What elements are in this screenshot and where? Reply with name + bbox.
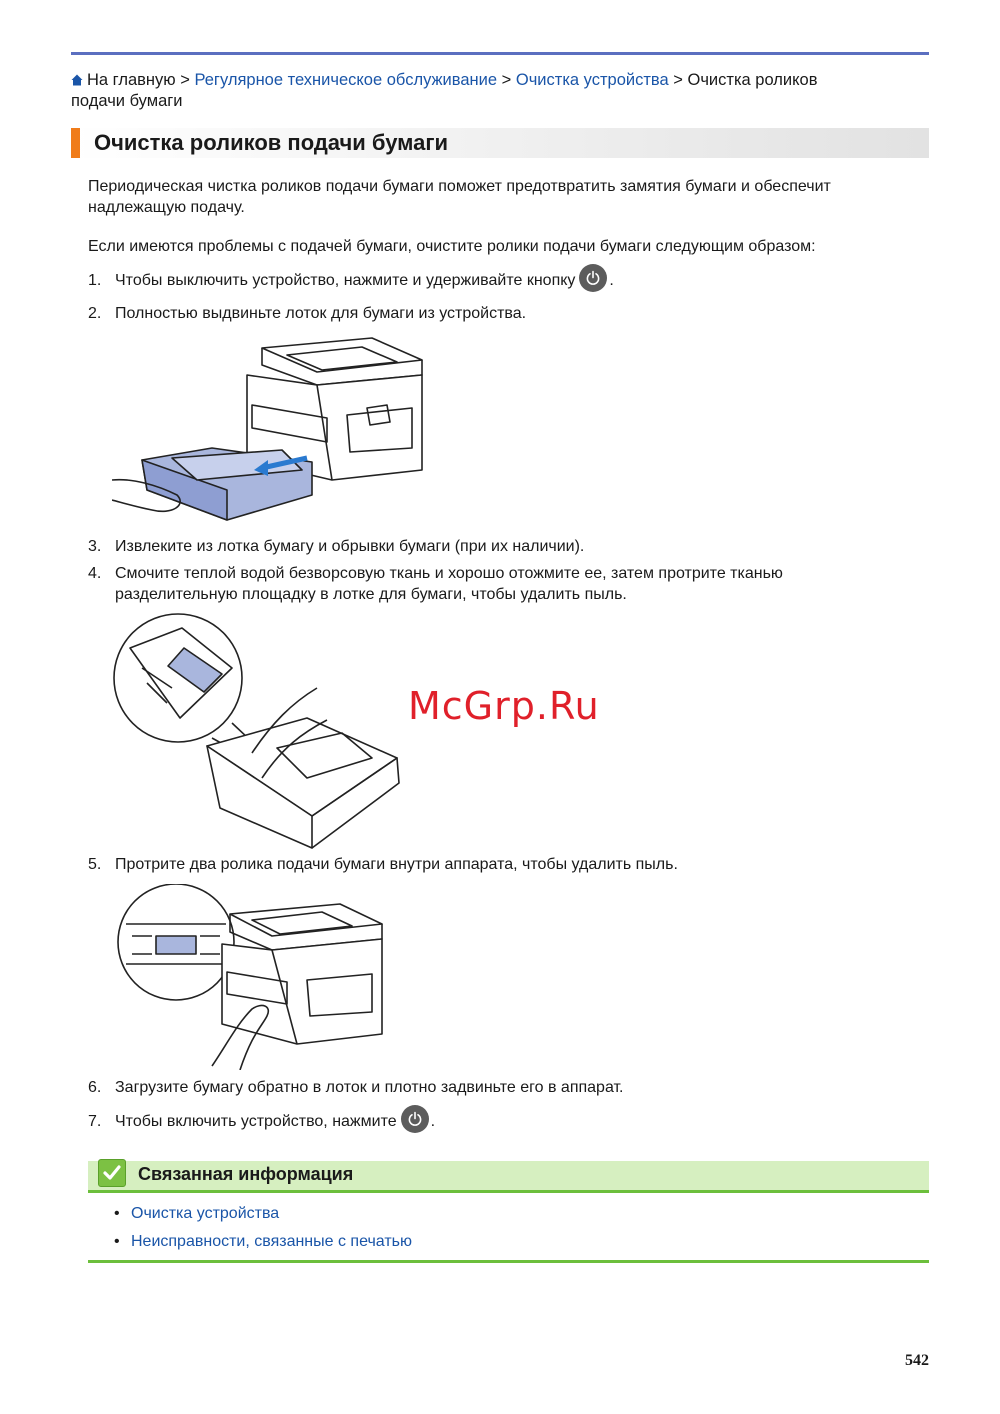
step-text: Чтобы выключить устройство, нажмите и удерживайте кнопку bbox=[115, 272, 576, 290]
step-number: 5. bbox=[88, 856, 102, 873]
top-rule bbox=[71, 52, 929, 55]
step-number: 3. bbox=[88, 538, 102, 555]
related-info-header bbox=[88, 1161, 929, 1191]
step-text: Смочите теплой водой безворсовую ткань и хорошо отожмите ее, затем протрите тканью bbox=[115, 565, 783, 582]
intro-paragraph bbox=[88, 176, 908, 218]
related-info-rule bbox=[88, 1190, 929, 1193]
printer-tray-illustration bbox=[112, 330, 442, 530]
step-number: 6. bbox=[88, 1079, 102, 1096]
step-number: 2. bbox=[88, 305, 102, 322]
breadcrumb-separator: > bbox=[501, 71, 512, 89]
breadcrumb-current-cont: подачи бумаги bbox=[71, 92, 183, 110]
related-link-print-problems[interactable]: Неисправности, связанные с печатью bbox=[131, 1233, 412, 1250]
step-text: Протрите два ролика подачи бумаги внутри аппарата, чтобы удалить пыль. bbox=[115, 856, 678, 873]
step-number: 7. bbox=[88, 1113, 102, 1130]
lead-paragraph: Если имеются проблемы с подачей бумаги, очистите ролики подачи бумаги следующим образом: bbox=[88, 238, 816, 255]
title-accent bbox=[71, 128, 80, 158]
breadcrumb-separator: > bbox=[180, 71, 190, 89]
bullet: • bbox=[114, 1205, 120, 1222]
breadcrumb-current: Очистка роликов bbox=[687, 71, 818, 89]
step-text-end: . bbox=[609, 272, 614, 290]
power-button-icon bbox=[401, 1105, 429, 1133]
breadcrumb-link-cleaning[interactable]: Очистка устройства bbox=[515, 71, 669, 89]
feed-roller-illustration bbox=[112, 884, 402, 1070]
power-button-icon bbox=[579, 264, 607, 292]
breadcrumb-home[interactable]: На главную bbox=[87, 71, 176, 89]
checkmark-icon bbox=[98, 1159, 126, 1187]
bullet: • bbox=[114, 1233, 120, 1250]
separation-pad-illustration bbox=[112, 608, 422, 852]
step-text-end: . bbox=[430, 1113, 436, 1131]
intro-line: надлежащую подачу. bbox=[88, 199, 245, 216]
page-title: Очистка роликов подачи бумаги bbox=[94, 130, 449, 155]
breadcrumb-separator: > bbox=[673, 71, 683, 89]
breadcrumb bbox=[71, 70, 929, 112]
step-number: 4. bbox=[88, 565, 102, 582]
page-title-bar bbox=[71, 128, 929, 158]
watermark-text: McGrp.Ru bbox=[408, 684, 600, 728]
bottom-rule bbox=[88, 1260, 929, 1263]
step-text-cont: разделительную площадку в лотке для бумаги, чтобы удалить пыль. bbox=[115, 586, 627, 603]
step-text: Загрузите бумагу обратно в лоток и плотно задвиньте его в аппарат. bbox=[115, 1079, 624, 1096]
related-link-cleaning[interactable]: Очистка устройства bbox=[131, 1205, 280, 1222]
intro-line: Периодическая чистка роликов подачи бумаги поможет предотвратить замятия бумаги и обеспечит bbox=[88, 178, 831, 195]
breadcrumb-link-maintenance[interactable]: Регулярное техническое обслуживание bbox=[194, 71, 498, 89]
step-text: Полностью выдвиньте лоток для бумаги из устройства. bbox=[115, 305, 527, 322]
step-text: Чтобы включить устройство, нажмите bbox=[115, 1113, 397, 1131]
home-icon[interactable] bbox=[71, 74, 83, 86]
step-number: 1. bbox=[88, 272, 102, 289]
page-number: 542 bbox=[905, 1352, 929, 1369]
related-info-title: Связанная информация bbox=[138, 1164, 354, 1184]
step-text: Извлеките из лотка бумагу и обрывки бумаги (при их наличии). bbox=[115, 538, 585, 555]
